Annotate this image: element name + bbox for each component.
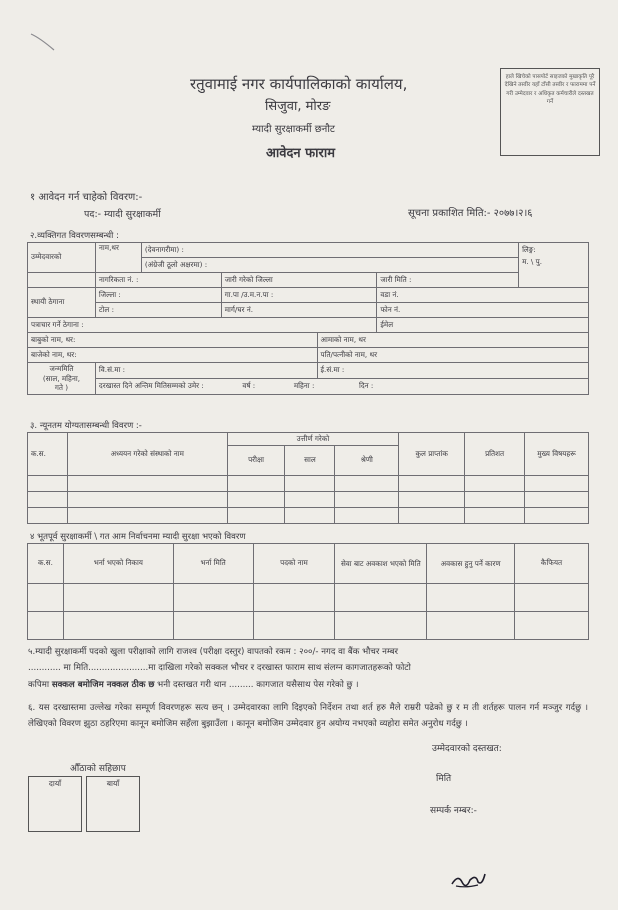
section2-label: २.व्यक्तिगत विवरणसम्बन्धी : — [30, 231, 119, 241]
subtitle: म्यादी सुरक्षाकर्मी छनौट — [252, 124, 335, 135]
table-row[interactable] — [28, 508, 589, 524]
age-label: दरखास्त दिने अन्तिम मितिसम्मको उमेर : — [98, 381, 204, 391]
issue-date-field[interactable] — [377, 273, 519, 288]
age-field[interactable] — [95, 379, 588, 395]
dob-label-3: गते ) — [54, 383, 69, 393]
section5-line3b: भनी दस्तखत गरी थान ......... कागजात यसैसाथ पेस गरेको छु । — [157, 679, 359, 690]
total-marks-header: कुल प्राप्तांक — [399, 433, 465, 476]
grandfather-label: बाजेको नाम, थर: — [31, 349, 77, 359]
joined-date-header: भर्ना मिति — [173, 544, 253, 584]
ward-label: वडा नं. — [380, 289, 399, 299]
capital-label: (अंग्रेजी ठूलो अक्षरमा) : — [144, 259, 208, 269]
notice-date: सूचना प्रकाशित मिति:- २०७७।२।६ — [408, 208, 533, 219]
dob-ad-field[interactable] — [317, 363, 589, 379]
agency-header: भर्ना भएको निकाय — [63, 544, 173, 584]
section5-bold: सक्कल बमोजिम नक्कल ठीक छ — [51, 679, 155, 690]
main-subject-header: मुख्य विषयहरू — [525, 433, 589, 476]
table-row[interactable] — [28, 584, 589, 612]
table-row[interactable] — [28, 492, 589, 508]
mailing-address-label: पत्राचार गर्ने ठेगाना : — [31, 319, 84, 329]
municipality-field[interactable] — [221, 288, 377, 303]
division-header: श्रेणी — [335, 446, 399, 476]
dob-bs-field[interactable] — [95, 363, 317, 379]
father-name-field[interactable] — [28, 333, 318, 348]
issue-district-label: जारी गरेको जिल्ला — [224, 274, 273, 284]
qualification-table — [27, 432, 589, 524]
post-name: पद:- म्यादी सुरक्षाकर्मी — [84, 209, 161, 220]
form-title: आवेदन फाराम — [266, 146, 336, 161]
road-label: मार्ग/घर नं. — [224, 304, 254, 314]
tole-label: टोल : — [98, 304, 114, 314]
post-name-header: पदको नाम — [253, 544, 335, 584]
years-label: वर्ष : — [242, 381, 256, 391]
grandfather-name-field[interactable] — [28, 348, 318, 363]
contact-label: सम्पर्क नम्बर:- — [430, 806, 477, 816]
months-label: महिना : — [293, 381, 315, 391]
mother-name-field[interactable] — [317, 333, 589, 348]
section6-text: ६. यस दरखास्तमा उल्लेख गरेका सम्पूर्ण विवरणहरू सत्य छन् । उम्मेदवारका लागि दिइएको निर्देशन तथा शर्त हरु मैले राम्ररी पढेको छु र म ती शर्तहरू पालन गर्न मञ्जुर गर्दछु । लेखिएको विवरण झुठा ठहरिएमा कानून बमोजिम सहँला बुझाउँला । कानून बमोजिम उम्मेदवार हुन अयोग्य नभएको व्यहोरा समेत अनुरोध गर्दछु । — [28, 703, 588, 730]
devanagari-label: (देवनागरीमा) : — [144, 244, 184, 254]
sn-header: क.स. — [28, 433, 68, 476]
district-label: जिल्ला : — [98, 289, 121, 299]
photo-box — [500, 68, 600, 156]
section5-line1: ५.म्यादी सुरक्षाकर्मी पदको खुला परीक्षाको लागि राजश्व (परीक्षा दस्तुर) वापतको रकम : २००/- नगद वा बैंक भौचर नम्बर — [28, 647, 399, 657]
gender-value: म. \ पु. — [522, 256, 543, 266]
dob-label-1: जन्ममिति — [49, 364, 74, 373]
gender-field[interactable] — [519, 243, 589, 288]
table-row[interactable] — [28, 612, 589, 640]
thumbprint-label: औँठाको सहिछाप — [70, 764, 126, 774]
retire-reason-header: अवकास हुनु पर्ने कारण — [427, 544, 515, 584]
permanent-address-label: स्थायी ठेगाना — [28, 288, 96, 318]
institution-header: अध्ययन गरेको संस्थाको नाम — [67, 433, 227, 476]
service-history-table — [27, 543, 589, 640]
right-thumb-box[interactable] — [28, 776, 82, 832]
retired-date-header: सेवा बाट अवकाश भएको मिति — [335, 544, 427, 584]
section3-label: ३. न्यूनतम योग्यतासम्बन्धी विवरण :- — [30, 421, 142, 431]
spouse-label: पति/पत्नीको नाम, थर — [320, 349, 378, 359]
table-row[interactable] — [28, 476, 589, 492]
photo-box-text: हाले खिचेको पासपोर्ट साइजको मुखाकृति पूरै देखिने तस्वीर यहाँ टाँसी तस्वीर र फाराममा पर्ने गरी उम्मेदवार र अधिकृत कर्मचारीले दस्तखत गर्ने — [504, 74, 596, 105]
father-label: बाबुको नाम, थर: — [31, 334, 76, 344]
mailing-address-field[interactable] — [28, 318, 377, 333]
gender-label: लिङ्ग: — [522, 245, 536, 254]
right-thumb-label: दायाँ — [48, 779, 62, 788]
phone-label: फोन नं. — [380, 304, 401, 314]
citizenship-field[interactable] — [95, 273, 221, 288]
year-header: साल — [285, 446, 335, 476]
issue-district-field[interactable] — [221, 273, 377, 288]
citizenship-label: नागरिकता नं. : — [98, 274, 139, 284]
signature-label: उम्मेदवारको दस्तखत: — [432, 744, 502, 754]
remarks-header: कैफियत — [515, 544, 589, 584]
municipality-label: गा.पा /उ.म.न.पा : — [224, 289, 274, 299]
ad-label: ई.सं.मा : — [320, 365, 345, 375]
road-field[interactable] — [221, 303, 377, 318]
section1-label: १ आवेदन गर्न चाहेको विवरण:- — [30, 192, 143, 203]
dob-label — [28, 363, 96, 395]
capital-name-field[interactable] — [141, 258, 518, 273]
personal-details-table — [27, 242, 589, 395]
staple-mark-icon — [28, 30, 58, 54]
left-thumb-label: बायाँ — [106, 779, 120, 788]
section5-text — [28, 644, 588, 693]
percent-header: प्रतिशत — [465, 433, 525, 476]
sn-header-4: क.स. — [28, 544, 64, 584]
email-label: ईमेल — [380, 319, 394, 329]
dob-label-2: (साल, महिना, — [42, 373, 80, 383]
section4-label: ४ भूतपूर्व सुरक्षाकर्मी \ गत आम निर्वाचनमा म्यादी सुरक्षा भएको विवरण — [30, 532, 246, 542]
office-title: रतुवामाई नगर कार्यपालिकाको कार्यालय, — [190, 75, 408, 93]
date-label: मिति — [436, 774, 452, 784]
spouse-name-field[interactable] — [317, 348, 589, 363]
candidate-label: उम्मेदवारको — [28, 243, 96, 273]
email-field[interactable] — [377, 318, 589, 333]
devanagari-field[interactable] — [141, 243, 518, 258]
ward-field[interactable] — [377, 288, 589, 303]
name-surname-label: नाम,थर — [95, 243, 141, 273]
days-label: दिन : — [358, 381, 374, 391]
section5-line3a: कपिमा — [28, 679, 50, 690]
section5-line2: ............ मा मिति......................मा दाखिला गरेको सक्कल भौचर र दरखास्त फाराम साथ संलग्न कागजातहरूको फोटो — [28, 663, 411, 674]
mother-label: आमाको नाम, थर — [320, 334, 366, 344]
district-field[interactable] — [95, 288, 221, 303]
bs-label: वि.सं.मा : — [98, 365, 126, 375]
ink-signature-icon — [448, 868, 488, 892]
office-address: सिजुवा, मोरङ — [265, 99, 331, 114]
exam-header: परीक्षा — [227, 446, 285, 476]
passed-header: उत्तीर्ण गरेको — [227, 433, 399, 446]
tole-field[interactable] — [95, 303, 221, 318]
phone-field[interactable] — [377, 303, 589, 318]
left-thumb-box[interactable] — [86, 776, 140, 832]
issue-date-label: जारी मिति : — [380, 274, 412, 284]
